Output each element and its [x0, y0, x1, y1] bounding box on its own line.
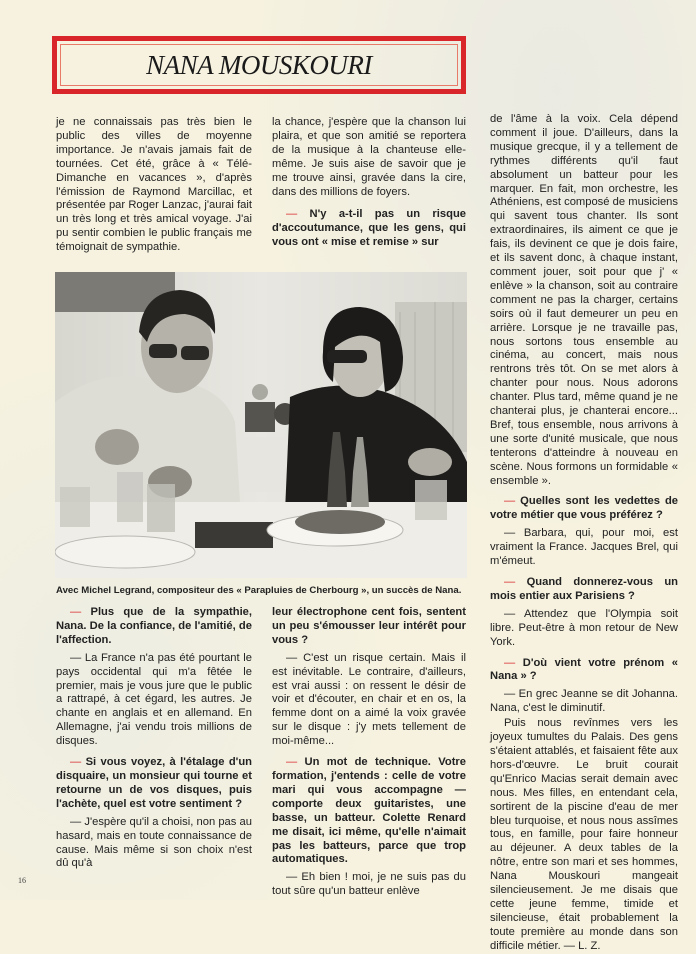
glass-2: [147, 484, 175, 532]
glass-3: [60, 487, 90, 527]
question-dash: —: [286, 756, 298, 769]
interview-answer: — En grec Jeanne se dit Johanna. Nana, c'est le diminutif.: [490, 688, 678, 715]
interview-question: — Quand donnerez-vous un mois entier aux Parisiens ?: [490, 576, 679, 602]
interview-question: — Plus que de la sympathie, Nana. De la confiance, de l'amitié, de l'affection.: [56, 606, 253, 646]
interview-question: — D'où vient votre prénom « Nana » ?: [490, 656, 679, 683]
background-table: [235, 437, 295, 492]
interview-question: — Si vous voyez, à l'étalage d'un disquaire, un monsieur qui tourne et retourne un de vos disques, puis l'achète, quel est votre sentiment ?: [56, 756, 252, 810]
top-column-2: [272, 116, 466, 250]
bottom-column-2: [272, 606, 466, 899]
interview-answer: — J'espère qu'il a choisi, non pas au hasard, mais en toute connaissance de cause. Mais même si son choix n'est dû qu'à: [56, 815, 252, 870]
interview-answer: — Attendez que l'Olympia soit libre. Peut-être à mon retour de New York.: [490, 607, 678, 648]
photo-illustration: [55, 272, 467, 578]
glass-4: [415, 480, 447, 520]
question-dash: —: [504, 576, 516, 588]
question-dash: —: [286, 208, 298, 221]
man-shirt: [55, 376, 240, 502]
question-dash: —: [70, 606, 82, 618]
article-title: NANA MOUSKOURI: [146, 49, 372, 80]
interview-answer: — C'est un risque certain. Mais il est inévitable. Le contraire, d'ailleurs, est vrai aussi : on ressent le désir de voir et d'écouter, en chair et en os, la femme dont on a aimé la voix gravée sur le disque : j'y mets tellement de moi-même...: [272, 651, 466, 748]
interview-question: — Un mot de technique. Votre formation, j'entends : celle de votre mari qui vous accompagne — comporte deux guitaristes, une basse, un batteur. Colette Renard me disait, ici même, qu'elle n'aimait pas les batteurs, parce que trop automatiques.: [272, 756, 466, 866]
interview-question: — N'y a-t-il pas un risque d'accoutumance, que les gens, qui vous ont « mise et remise » sur: [272, 208, 466, 249]
article-photo: [55, 272, 467, 578]
interview-answer: — La France n'a pas été pourtant le pays occidental qui m'a fêtée le premier, mais je vous jure que le public a rattrapé, à cet égard, les autres. Je chante en anglais et en allemand. En Allemagne, j'ai vendu trois millions de disques.: [56, 651, 252, 748]
article-title-frame: [52, 36, 466, 94]
interview-question: — Quelles sont les vedettes de votre métier que vous préférez ?: [490, 495, 679, 522]
paragraph: la chance, j'espère que la chanson lui plaira, et que son amitié se reportera de la musique à la chanteuse elle-même. Je suis aise de savoir que je me trouve ainsi, gravée dans la cire, dans des millions de foyers.: [272, 116, 466, 198]
paragraph: de l'âme à la voix. Cela dépend comment il joue. D'ailleurs, dans la musique grecque, il y a tellement de rythmes différents qu'il faut absolument un batteur pour les marquer. En fait, mon orchestre, les Athéniens, est composé de musiciens qui savent tous chanter. Ils sont extraordinaires, ils aiment ce que je fais, ils devinent ce que je dois faire, et ils savent donc, à chaque instant, comment jouer, soit pour que j' « enlève » la chanson, soit au contraire comment ne pas la charger, certains soirs où il faut demeurer un peu en arrière. Lorsque je ne travaille pas, nous sortons tous ensemble au cinéma, au concert, mais nous rentrons très tôt. On se met alors à chanter pour nous. Nous adorons chanter. Plus tard, même quand je ne chanterai plus, je chanterai encore... Bref, tous ensemble, nous arrivons à une sorte d'unité musicale, que nous tenterons d'atteindre à nouveau en scène. Nous formons un formidable « ensemble ».: [490, 113, 678, 487]
woman-sunglasses: [327, 350, 367, 363]
bottom-column-1: [56, 606, 252, 871]
photo-caption: Avec Michel Legrand, compositeur des « Parapluies de Cherbourg », un succès de Nana.: [56, 585, 462, 596]
interview-answer: — Eh bien ! moi, je ne suis pas du tout sûre qu'un batteur enlève: [272, 871, 466, 898]
ashtray: [195, 522, 273, 548]
right-column: [490, 113, 678, 954]
glass: [117, 472, 143, 522]
interview-answer: — Barbara, qui, pour moi, est vraiment la France. Jacques Brel, qui m'émeut.: [490, 527, 678, 568]
question-dash: —: [504, 656, 516, 669]
question-dash: —: [70, 756, 82, 769]
closing-paragraph: Puis nous revînmes vers les joyeux tumultes du Palais. Des gens s'étaient attablés, et faisaient fête aux hors-d'œuvre. Le bruit courait qu'Enrico Macias serait demain avec nous. Mes filles, en entendant cela, sortirent de la piscine d'eau de mer bleu turquoise, et nous nous assîmes tous, en famille, pour faire honneur au déjeuner. A deux tables de la nôtre, entre son mari et ses hommes, Nana Mouskouri mangeait silencieusement. Je me disais que cette jeune femme, timide et silencieuse, était probablement la toute première au monde dans son difficile métier. — L. Z.: [490, 717, 678, 952]
top-column-1: [56, 116, 252, 255]
background-person-body: [245, 402, 275, 432]
background-person-head: [252, 384, 268, 400]
interview-question-continued: leur électrophone cent fois, sentent un peu s'émousser leur intérêt pour vous ?: [272, 606, 466, 646]
man-sunglasses-right: [181, 346, 209, 360]
page-number: 16: [18, 876, 26, 885]
woman-hand: [408, 448, 452, 476]
food: [295, 510, 385, 534]
man-sunglasses-left: [149, 344, 177, 358]
plate-2: [55, 536, 195, 568]
paragraph: je ne connaissais pas très bien le public des villes de moyenne importance. Je n'avais jamais fait de tournées. Cet été, grâce à « Télé-Dimanche en vacances », d'après l'émission de Raymond Marcillac, et présentée par Roger Lanzac, j'aurai fait un très long et très amical voyage. J'ai pu sentir combien le public français me témoignait de sympathie.: [56, 116, 252, 254]
man-hand: [95, 429, 139, 465]
question-dash: —: [504, 495, 516, 508]
